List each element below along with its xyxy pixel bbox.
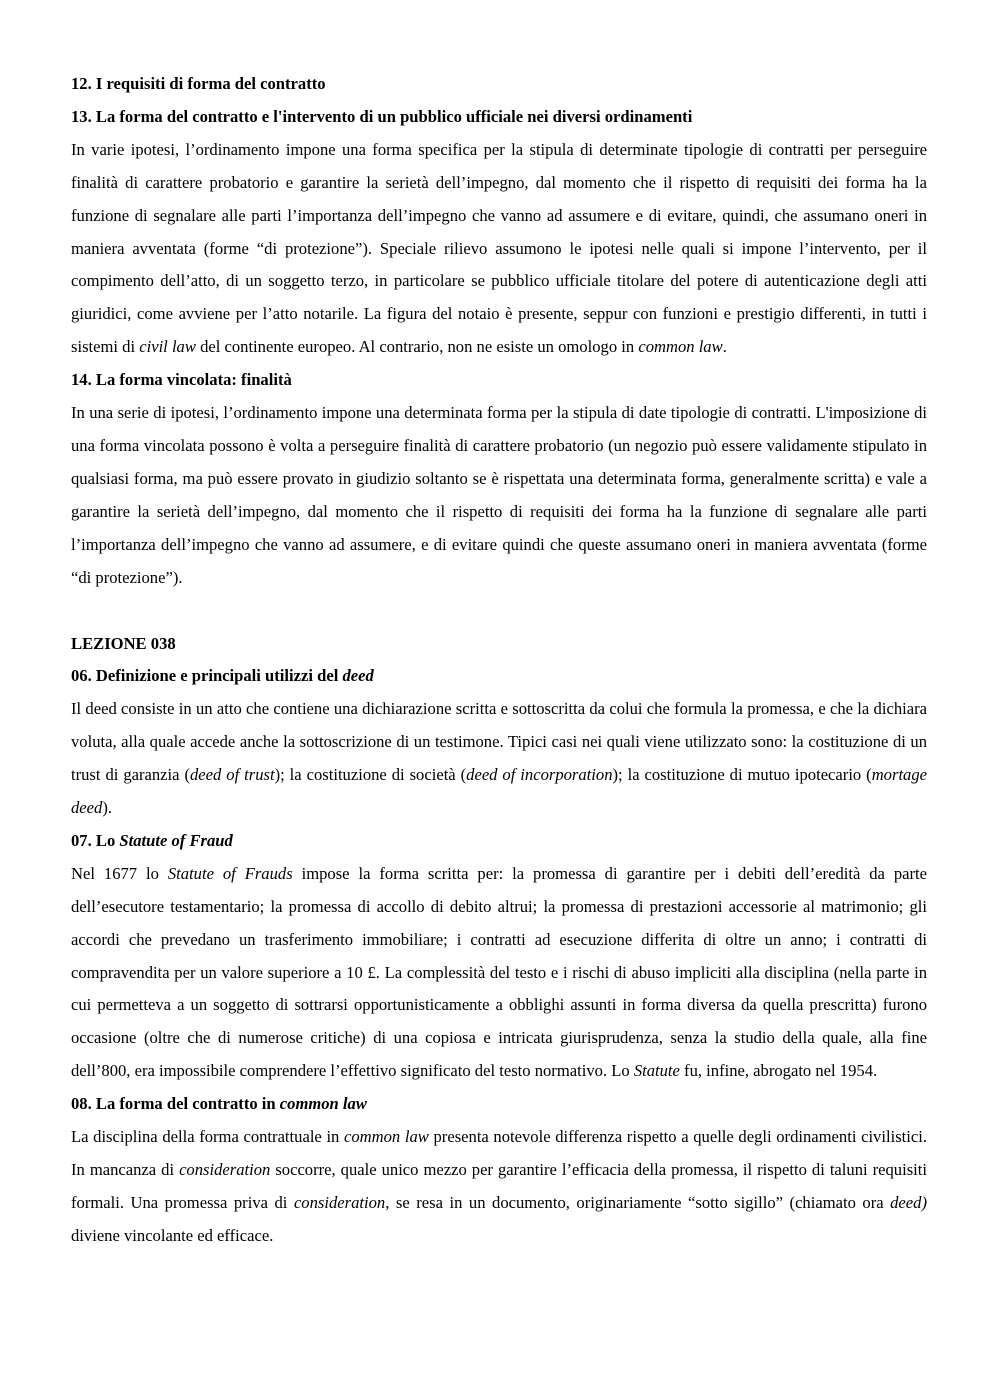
paragraph-section-14: In una serie di ipotesi, l’ordinamento impone una determinata forma per la stipula di date tipologie di contratti. L'imposizione di una forma vincolata possono è volta a perseguire finalità di carattere probatorio (un negozio può essere validamente stipulato in qualsiasi forma, ma può essere provato in giudizio soltanto se è rispettata una determinata forma, generalmente scritta) e vale a garantire la serietà dell’impegno, dal momento che il rispetto di requisiti dei forma ha la funzione di segnalare alle parti l’importanza dell’impegno che vanno ad assumere, e di evitare quindi che queste assumano oneri in maniera avventata (forme “di protezione”). <box>71 403 927 587</box>
text-span: 08. La forma del contratto in <box>71 1094 280 1114</box>
text-span: fu, infine, abrogato nel 1954. <box>679 1061 878 1081</box>
heading-section-07 <box>71 825 927 858</box>
italic-term: deed of incorporation <box>466 765 613 785</box>
text-span: . <box>722 337 727 357</box>
text-span: , se resa in un documento, originariamente “sotto sigillo” (chiamato ora <box>385 1192 891 1212</box>
italic-term: deed) <box>890 1192 927 1212</box>
heading-section-13: 13. La forma del contratto e l'intervento di un pubblico ufficiale nei diversi ordinamenti <box>71 106 693 126</box>
italic-term: common law <box>279 1094 367 1114</box>
text-span: La disciplina della forma contrattuale in <box>71 1127 344 1147</box>
italic-term: Statute of Fraud <box>119 830 233 850</box>
text-span: 06. Definizione e principali utilizzi del <box>71 666 343 686</box>
italic-term: consideration <box>179 1160 271 1179</box>
italic-term: Statute <box>633 1061 680 1081</box>
paragraph-section-07 <box>71 858 927 1088</box>
text-span: Nel 1677 lo <box>71 863 168 883</box>
heading-section-08 <box>71 1088 927 1121</box>
text-span: diviene vincolante ed efficace. <box>71 1225 274 1245</box>
spacer <box>71 595 927 628</box>
text-span: ). <box>102 798 113 818</box>
italic-term: mortage deed <box>71 765 928 818</box>
text-span: In varie ipotesi, l’ordinamento impone una forma specifica per la stipula di determinate tipologie di contratti per perseguire finalità di carattere probatorio e garantire la serietà dell’impegno, dal momento che il rispetto di requisiti dei forma ha la funzione di segnalare alle parti l’importanza dell’impegno che vanno ad assumere e di evitare, quindi, che assumano oneri in maniera avventata (forme “di protezione”). Speciale rilievo assumono le ipotesi nelle quali si impone l’intervento, per il compimento dell’atto, di un soggetto terzo, in particolare se pubblico ufficiale titolare del potere di autenticazione degli atti giuridici, come avviene per l’atto notarile. La figura del notaio è presente, seppur con funzioni e prestigio differenti, in tutti i sistemi di <box>71 139 927 357</box>
heading-section-14: 14. La forma vincolata: finalità <box>71 370 292 390</box>
italic-term: civil law <box>139 337 196 357</box>
text-span: presenta notevole differenza rispetto a quelle degli ordinamenti civilistici. In mancanza di <box>71 1127 927 1179</box>
paragraph-section-06 <box>71 693 927 825</box>
italic-term: deed of trust <box>190 765 275 785</box>
heading-section-06 <box>71 660 927 693</box>
italic-term: consideration <box>293 1192 386 1212</box>
italic-term: Statute of Frauds <box>167 863 293 883</box>
text-span: del continente europeo. Al contrario, non ne esiste un omologo in <box>195 337 639 357</box>
text-span: Il deed consiste in un atto che contiene una dichiarazione scritta e sottoscritta da colui che formula la promessa, e che la dichiara voluta, alla quale accede anche la sottoscrizione di un testimone. Tipici casi nei quali viene utilizzato sono: la costituzione di un trust di garanzia ( <box>71 699 927 785</box>
paragraph-section-08 <box>71 1121 927 1253</box>
paragraph-section-13 <box>71 134 927 364</box>
heading-section-12: 12. I requisiti di forma del contratto <box>71 74 326 93</box>
document-page <box>71 68 927 1253</box>
italic-term: deed <box>342 666 374 686</box>
italic-term: common law <box>344 1127 429 1147</box>
text-span: impose la forma scritta per: la promessa di garantire per i debiti dell’eredità da parte dell’esecutore testamentario; la promessa di accollo di debito altrui; la promessa di prestazioni accessorie al matrimonio; gli accordi che prevedano un trasferimento immobiliare; i contratti ad esecuzione differita di oltre un anno; i contratti di compravendita per un valore superiore a 10 £. La complessità del testo e i rischi di abuso impliciti alla disciplina (nella parte in cui permetteva a un soggetto di sottrarsi opportunisticamente a obblighi assunti in forma diversa da quella prescritta) furono occasione (oltre che di numerose critiche) di una copiosa e intricata giurisprudenza, senza la studio della quale, alla fine dell’800, era impossibile comprendere l’effettivo significato del testo normativo. Lo <box>71 863 928 1081</box>
lesson-heading: LEZIONE 038 <box>71 633 176 653</box>
text-span: soccorre, quale unico mezzo per garantire l’efficacia della promessa, il rispetto di taluni requisiti formali. Una promessa priva di <box>71 1160 927 1212</box>
text-span: ); la costituzione di società ( <box>274 765 467 785</box>
italic-term: common law <box>638 337 723 357</box>
text-span: 07. Lo <box>71 830 120 850</box>
text-span: ); la costituzione di mutuo ipotecario ( <box>612 765 872 785</box>
